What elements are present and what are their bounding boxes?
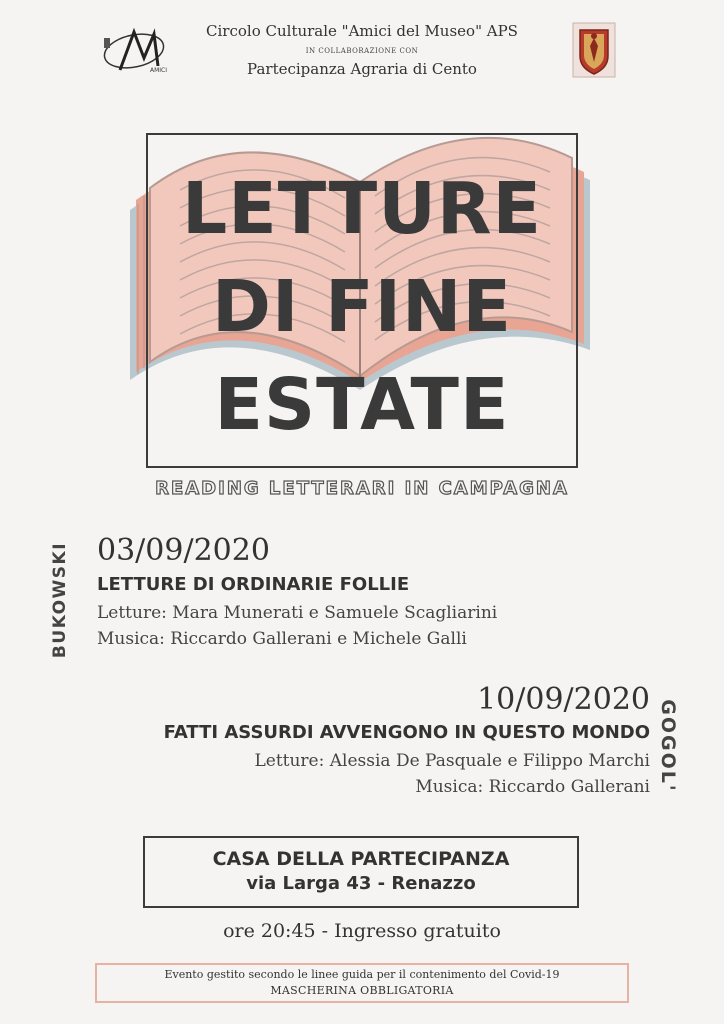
event-1-date: 03/09/2020 (97, 533, 270, 568)
header-partner: Partecipanza Agraria di Cento (247, 60, 477, 78)
event-1-heading: LETTURE DI ORDINARIE FOLLIE (97, 574, 410, 595)
header-collaboration: IN COLLABORAZIONE CON (305, 47, 419, 55)
event-1-readers: Letture: Mara Munerati e Samuele Scagliarini (97, 603, 498, 623)
venue-address: via Larga 43 - Renazzo (246, 873, 476, 894)
event-1-author: BUKOWSKI (50, 541, 70, 659)
event-time: ore 20:45 - Ingresso gratuito (223, 920, 501, 942)
event-2-music: Musica: Riccardo Gallerani (415, 777, 650, 797)
title-line-1: LETTURE (181, 167, 543, 250)
header-organizer: Circolo Culturale "Amici del Museo" APS (206, 22, 518, 40)
venue-name: CASA DELLA PARTECIPANZA (212, 848, 510, 870)
event-2-date: 10/09/2020 (477, 682, 650, 717)
event-2-author: GOGOL' (657, 699, 679, 793)
event-subtitle: READING LETTERARI IN CAMPAGNA (155, 478, 569, 499)
venue-box (143, 836, 579, 908)
title-line-3: ESTATE (214, 363, 510, 446)
title-line-2: DI FINE (212, 265, 512, 348)
event-2-heading: FATTI ASSURDI AVVENGONO IN QUESTO MONDO (163, 722, 650, 743)
covid-notice-text: Evento gestito secondo le linee guida per il contenimento del Covid-19 (164, 968, 560, 981)
covid-mask-notice: MASCHERINA OBBLIGATORIA (270, 984, 454, 997)
event-1-music: Musica: Riccardo Gallerani e Michele Galli (97, 629, 467, 649)
event-2-readers: Letture: Alessia De Pasquale e Filippo Marchi (254, 751, 650, 771)
event-title (146, 160, 578, 454)
svg-text:AMICI: AMICI (150, 67, 168, 74)
